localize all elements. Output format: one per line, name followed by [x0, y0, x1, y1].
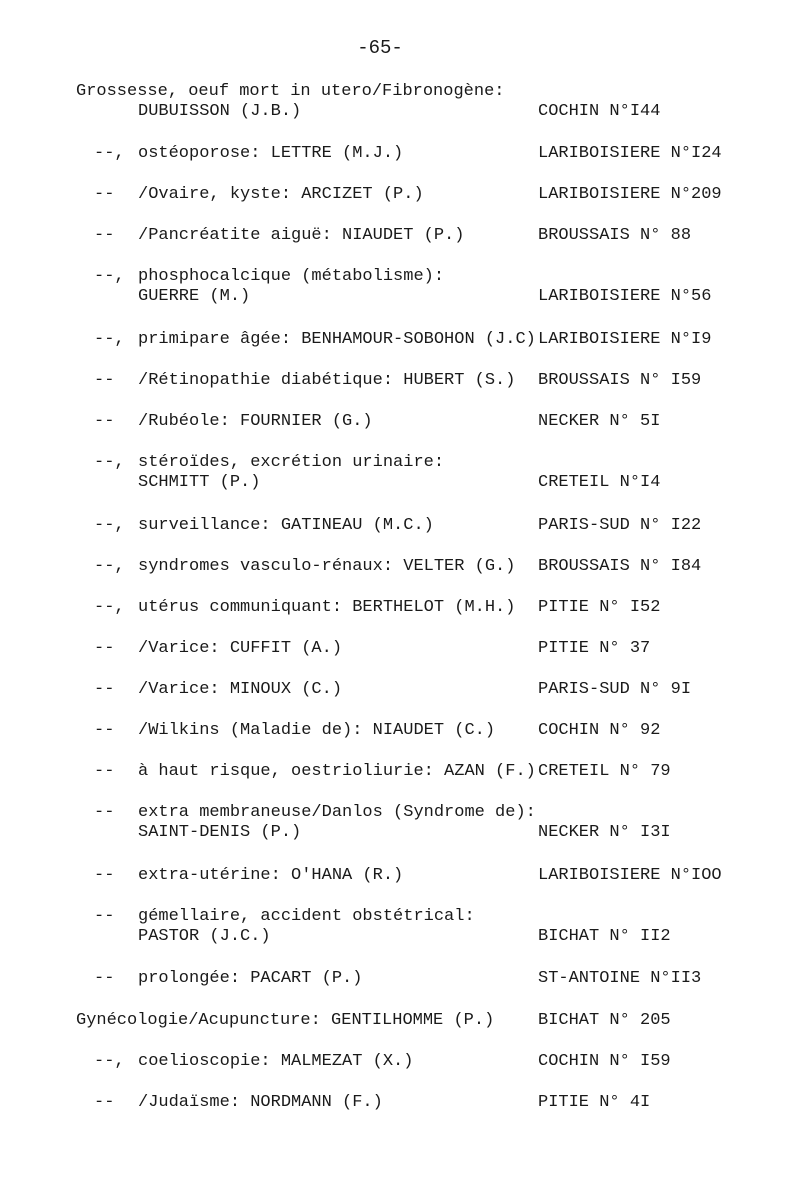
entry-subject: /Varice: MINOUX (C.): [138, 680, 343, 699]
entry-hospital-ref: LARIBOISIERE N°I9: [538, 330, 712, 349]
entry-dash: --,: [94, 144, 125, 163]
entry-dash: --: [94, 226, 115, 245]
entry-dash: --: [94, 412, 115, 431]
entry-dash: --,: [94, 330, 125, 349]
entry-dash: --: [94, 185, 115, 204]
entry-subject: Grossesse, oeuf mort in utero/Fibronogène:: [76, 82, 505, 101]
entry-hospital-ref: LARIBOISIERE N°IOO: [538, 866, 722, 885]
entry-hospital-ref: NECKER N° I3I: [538, 823, 671, 842]
entry-subject: /Rubéole: FOURNIER (G.): [138, 412, 373, 431]
entry-dash: --: [94, 762, 115, 781]
entry-dash: --,: [94, 267, 125, 286]
entry-dash: --,: [94, 453, 125, 472]
entry-dash: --: [94, 803, 115, 822]
entry-subject: extra membraneuse/Danlos (Syndrome de):: [138, 803, 536, 822]
entry-subject: /Pancréatite aiguë: NIAUDET (P.): [138, 226, 465, 245]
entry-subject: prolongée: PACART (P.): [138, 969, 363, 988]
entry-author: DUBUISSON (J.B.): [138, 102, 302, 121]
entry-subject: coelioscopie: MALMEZAT (X.): [138, 1052, 414, 1071]
entry-subject: /Varice: CUFFIT (A.): [138, 639, 343, 658]
entry-dash: --: [94, 721, 115, 740]
entry-author: SCHMITT (P.): [138, 473, 261, 492]
entry-hospital-ref: ST-ANTOINE N°II3: [538, 969, 702, 988]
entry-dash: --: [94, 907, 115, 926]
entry-hospital-ref: PARIS-SUD N° 9I: [538, 680, 692, 699]
entry-subject: gémellaire, accident obstétrical:: [138, 907, 475, 926]
entry-dash: --: [94, 866, 115, 885]
entry-hospital-ref: BROUSSAIS N° I59: [538, 371, 702, 390]
entry-hospital-ref: PARIS-SUD N° I22: [538, 516, 702, 535]
entry-subject: extra-utérine: O'HANA (R.): [138, 866, 404, 885]
entry-dash: --,: [94, 516, 125, 535]
entry-subject: primipare âgée: BENHAMOUR-SOBOHON (J.C): [138, 330, 536, 349]
entry-hospital-ref: CRETEIL N°I4: [538, 473, 661, 492]
entry-subject: phosphocalcique (métabolisme):: [138, 267, 445, 286]
entry-subject: utérus communiquant: BERTHELOT (M.H.): [138, 598, 516, 617]
entry-hospital-ref: NECKER N° 5I: [538, 412, 661, 431]
entry-author: PASTOR (J.C.): [138, 927, 271, 946]
entry-subject: /Rétinopathie diabétique: HUBERT (S.): [138, 371, 516, 390]
page-number: -65-: [357, 37, 403, 59]
entry-author: SAINT-DENIS (P.): [138, 823, 302, 842]
entry-subject: syndromes vasculo-rénaux: VELTER (G.): [138, 557, 516, 576]
entry-author: GUERRE (M.): [138, 287, 251, 306]
entry-dash: --: [94, 371, 115, 390]
entry-hospital-ref: BICHAT N° II2: [538, 927, 671, 946]
entry-hospital-ref: LARIBOISIERE N°209: [538, 185, 722, 204]
entry-hospital-ref: COCHIN N° 92: [538, 721, 661, 740]
entry-hospital-ref: COCHIN N° I59: [538, 1052, 671, 1071]
entry-dash: --: [94, 969, 115, 988]
entry-dash: --: [94, 1093, 115, 1112]
entry-dash: --,: [94, 557, 125, 576]
entry-hospital-ref: COCHIN N°I44: [538, 102, 661, 121]
entry-hospital-ref: PITIE N° I52: [538, 598, 661, 617]
entry-subject: stéroïdes, excrétion urinaire:: [138, 453, 445, 472]
entry-subject: surveillance: GATINEAU (M.C.): [138, 516, 434, 535]
entry-hospital-ref: BICHAT N° 205: [538, 1011, 671, 1030]
entry-hospital-ref: LARIBOISIERE N°I24: [538, 144, 722, 163]
entry-dash: --,: [94, 1052, 125, 1071]
entry-hospital-ref: CRETEIL N° 79: [538, 762, 671, 781]
entry-hospital-ref: BROUSSAIS N° I84: [538, 557, 702, 576]
entry-subject: ostéoporose: LETTRE (M.J.): [138, 144, 404, 163]
entry-dash: --,: [94, 598, 125, 617]
entry-dash: --: [94, 680, 115, 699]
entry-subject: /Wilkins (Maladie de): NIAUDET (C.): [138, 721, 496, 740]
entry-hospital-ref: LARIBOISIERE N°56: [538, 287, 712, 306]
entry-subject: à haut risque, oestrioliurie: AZAN (F.): [138, 762, 536, 781]
entry-hospital-ref: PITIE N° 37: [538, 639, 651, 658]
entry-hospital-ref: PITIE N° 4I: [538, 1093, 651, 1112]
entry-hospital-ref: BROUSSAIS N° 88: [538, 226, 692, 245]
entry-dash: --: [94, 639, 115, 658]
entry-subject: /Ovaire, kyste: ARCIZET (P.): [138, 185, 424, 204]
entry-subject: Gynécologie/Acupuncture: GENTILHOMME (P.): [76, 1011, 495, 1030]
entry-subject: /Judaïsme: NORDMANN (F.): [138, 1093, 383, 1112]
